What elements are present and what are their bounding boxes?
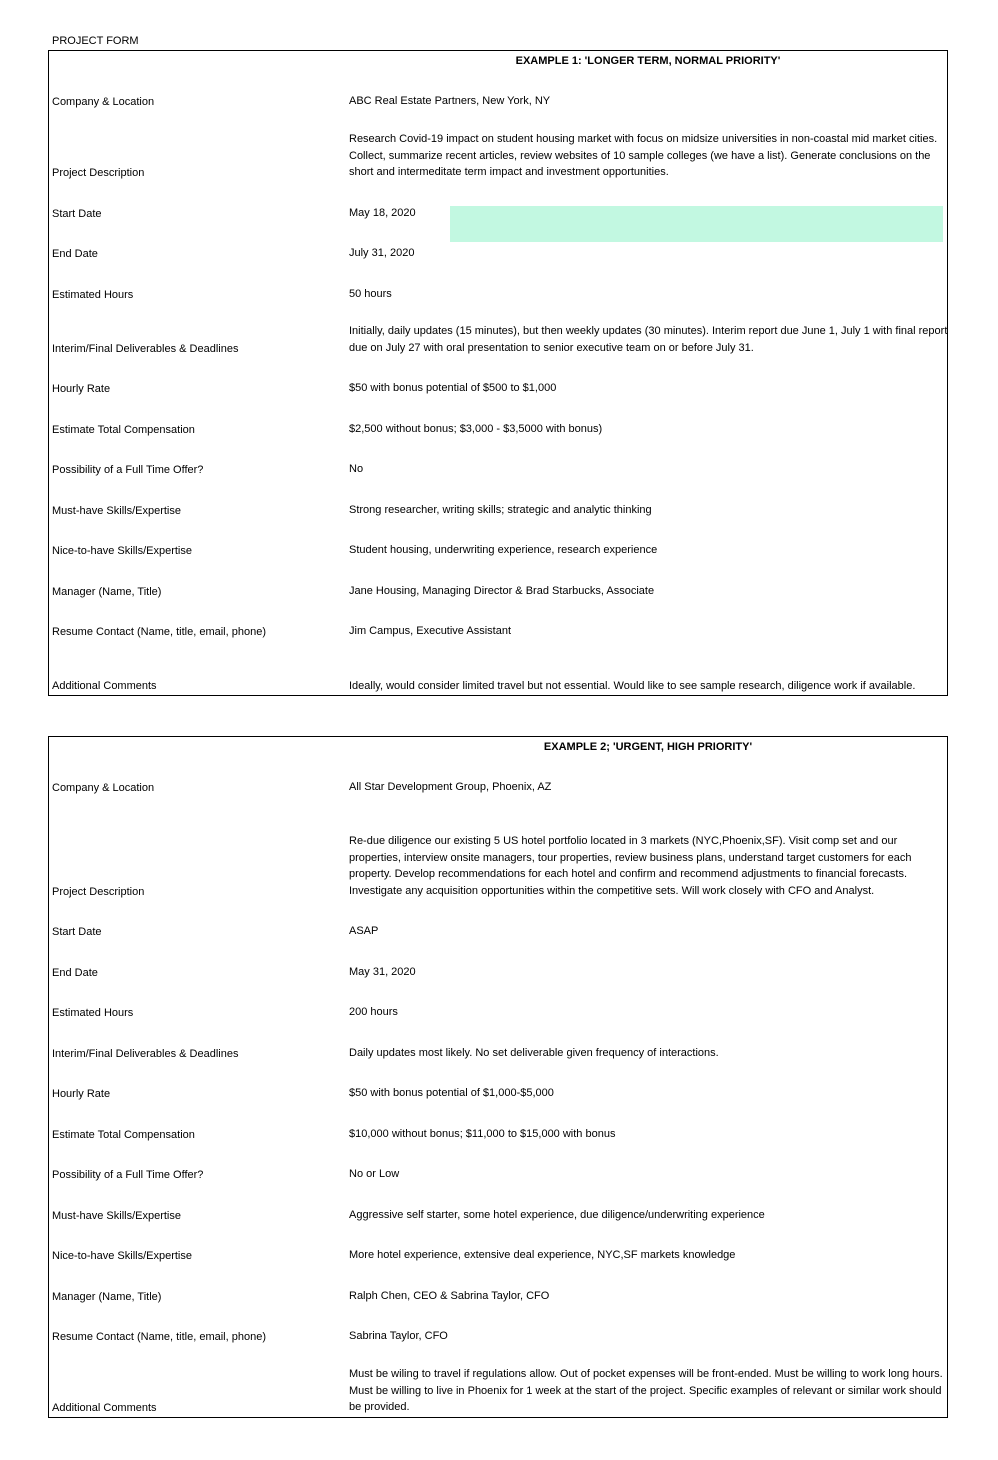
full-time-offer-value: No — [349, 463, 364, 475]
start-date-value: May 18, 2020 — [349, 207, 416, 219]
full-time-offer-label: Possibility of a Full Time Offer? — [52, 464, 204, 476]
manager-label: Manager (Name, Title) — [52, 1291, 162, 1303]
hourly-rate-value: $50 with bonus potential of $1,000-$5,000 — [349, 1087, 554, 1099]
estimated-hours-value: 200 hours — [349, 1006, 398, 1018]
total-compensation-label: Estimate Total Compensation — [52, 424, 195, 436]
must-have-skills-label: Must-have Skills/Expertise — [52, 1210, 181, 1222]
total-compensation-label: Estimate Total Compensation — [52, 1129, 195, 1141]
page-title: PROJECT FORM — [52, 35, 139, 47]
must-have-skills-label: Must-have Skills/Expertise — [52, 505, 181, 517]
manager-value: Ralph Chen, CEO & Sabrina Taylor, CFO — [349, 1290, 550, 1302]
additional-comments-value: Must be wiling to travel if regulations allow. Out of pocket expenses will be front-ended. Must be willing to work long hours. Must be willing to live in Phoenix for 1 week at the start of the project. Specific examples of relevant or similar work should be provided. — [349, 1368, 943, 1414]
resume-contact-value: Sabrina Taylor, CFO — [349, 1330, 448, 1342]
example-2-heading: EXAMPLE 2; 'URGENT, HIGH PRIORITY' — [543, 741, 753, 753]
project-description-value: Research Covid-19 impact on student housing market with focus on midsize universities in non-coastal mid market cities. Collect, summarize recent articles, review websites of 10 sample colleges (we have a list). Generate conclusions on the short and intermeditate term impact and investment opportunities. — [349, 133, 938, 179]
example-1-form — [48, 50, 948, 696]
company-location-value: All Star Development Group, Phoenix, AZ — [349, 781, 552, 793]
start-date-label: Start Date — [52, 926, 102, 938]
full-time-offer-label: Possibility of a Full Time Offer? — [52, 1169, 204, 1181]
additional-comments-label: Additional Comments — [52, 680, 157, 692]
project-description-value: Re-due diligence our existing 5 US hotel portfolio located in 3 markets (NYC,Phoenix,SF). Visit comp set and our properties, interview onsite managers, tour properties, review business plans, understand target customers for each property. Develop recommendations for each hotel and confirm and recommend adjustments to financial forecasts. Investigate any acquisition opportunities within the competitive sets. Will work closely with CFO and Analyst. — [349, 835, 912, 897]
total-compensation-value: $2,500 without bonus; $3,000 - $3,5000 with bonus) — [349, 423, 603, 435]
must-have-skills-value: Strong researcher, writing skills; strategic and analytic thinking — [349, 504, 652, 516]
end-date-label: End Date — [52, 248, 98, 260]
nice-to-have-skills-value: More hotel experience, extensive deal experience, NYC,SF markets knowledge — [349, 1249, 736, 1261]
deliverables-value: Daily updates most likely. No set deliverable given frequency of interactions. — [349, 1047, 719, 1059]
start-date-value: ASAP — [349, 925, 379, 937]
resume-contact-label: Resume Contact (Name, title, email, phone) — [52, 626, 266, 638]
deliverables-label: Interim/Final Deliverables & Deadlines — [52, 1048, 239, 1060]
example-2-form — [48, 736, 948, 1418]
company-location-value: ABC Real Estate Partners, New York, NY — [349, 95, 551, 107]
hourly-rate-label: Hourly Rate — [52, 383, 111, 395]
hourly-rate-label: Hourly Rate — [52, 1088, 111, 1100]
end-date-value: July 31, 2020 — [349, 247, 415, 259]
manager-label: Manager (Name, Title) — [52, 586, 162, 598]
nice-to-have-skills-label: Nice-to-have Skills/Expertise — [52, 545, 192, 557]
project-description-label: Project Description — [52, 886, 145, 898]
resume-contact-label: Resume Contact (Name, title, email, phone) — [52, 1331, 266, 1343]
resume-contact-value: Jim Campus, Executive Assistant — [349, 625, 512, 637]
example-1-heading: EXAMPLE 1: 'LONGER TERM, NORMAL PRIORITY' — [515, 55, 781, 67]
company-location-label: Company & Location — [52, 782, 155, 794]
hourly-rate-value: $50 with bonus potential of $500 to $1,000 — [349, 382, 557, 394]
manager-value: Jane Housing, Managing Director & Brad Starbucks, Associate — [349, 585, 655, 597]
nice-to-have-skills-label: Nice-to-have Skills/Expertise — [52, 1250, 192, 1262]
end-date-label: End Date — [52, 967, 98, 979]
nice-to-have-skills-value: Student housing, underwriting experience, research experience — [349, 544, 658, 556]
company-location-label: Company & Location — [52, 96, 155, 108]
deliverables-value: Initially, daily updates (15 minutes), but then weekly updates (30 minutes). Interim report due June 1, July 1 with final report due on July 27 with oral presentation to senior executive team on or before July 31. — [349, 325, 948, 354]
must-have-skills-value: Aggressive self starter, some hotel experience, due diligence/underwriting experience — [349, 1209, 765, 1221]
estimated-hours-value: 50 hours — [349, 288, 392, 300]
estimated-hours-label: Estimated Hours — [52, 1007, 134, 1019]
additional-comments-label: Additional Comments — [52, 1402, 157, 1414]
full-time-offer-value: No or Low — [349, 1168, 400, 1180]
estimated-hours-label: Estimated Hours — [52, 289, 134, 301]
additional-comments-value: Ideally, would consider limited travel but not essential. Would like to see sample research, diligence work if available. — [349, 680, 916, 692]
start-date-label: Start Date — [52, 208, 102, 220]
end-date-value: May 31, 2020 — [349, 966, 416, 978]
project-description-label: Project Description — [52, 167, 145, 179]
total-compensation-value: $10,000 without bonus; $11,000 to $15,000 with bonus — [349, 1128, 616, 1140]
deliverables-label: Interim/Final Deliverables & Deadlines — [52, 343, 239, 355]
